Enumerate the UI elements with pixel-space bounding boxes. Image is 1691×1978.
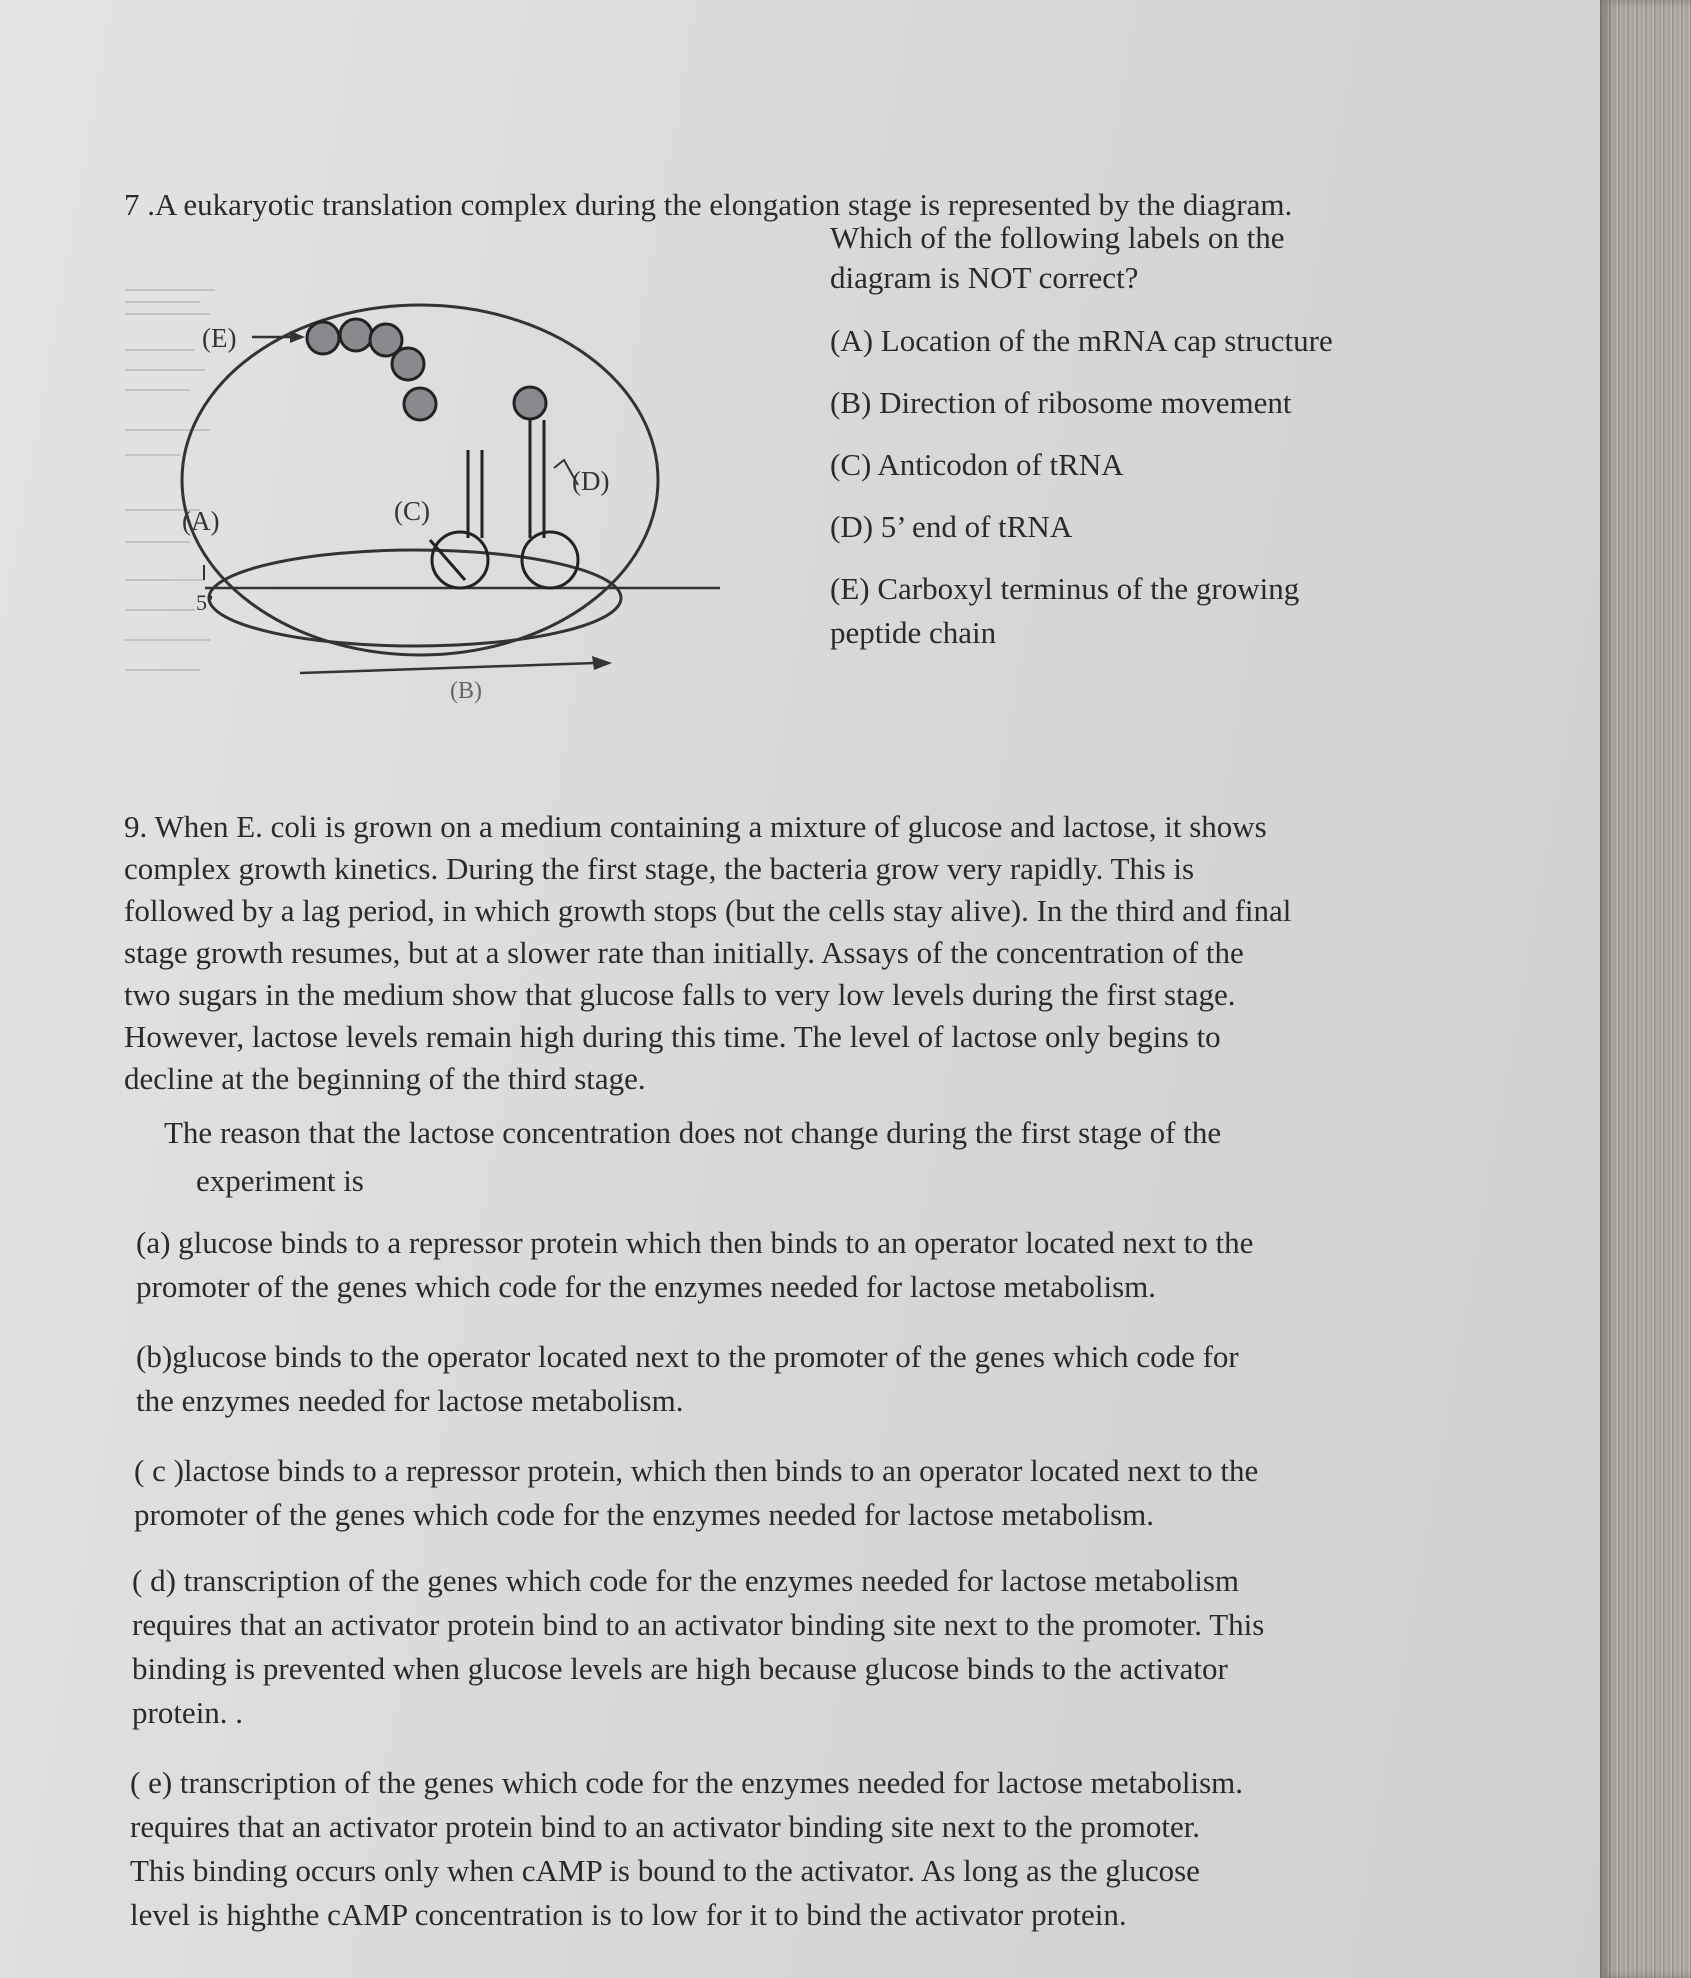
question-7-prompt-line-2: diagram is NOT correct? [830,260,1139,295]
label-e-arrowhead [290,331,305,343]
q7-option-e-line-1: (E) Carboxyl terminus of the growing [830,571,1300,606]
q9-option-c-line: ( c )lactose binds to a repressor protein, which then binds to an operator located next to the [134,1453,1259,1488]
q7-option-d: (D) 5’ end of tRNA [830,509,1073,544]
stacked-pages-edge [1600,0,1691,1978]
q9-stem-line: followed by a lag period, in which growth stops (but the cells stay alive). In the third and final [124,893,1292,928]
q9-stem-line: stage growth resumes, but at a slower rate than initially. Assays of the concentration of the [124,935,1244,970]
q9-option-e-line: requires that an activator protein bind to an activator binding site next to the promoter. [130,1809,1201,1844]
diagram-label-c: (C) [394,496,430,526]
question-7-prompt-line-1: Which of the following labels on the [830,220,1285,255]
q9-option-b-line: (b)glucose binds to the operator located next to the promoter of the genes which code for [136,1339,1239,1374]
q9-option-a-line: (a) glucose binds to a repressor protein which then binds to an operator located next to the [136,1225,1254,1260]
q7-option-c: (C) Anticodon of tRNA [830,447,1124,482]
diagram-label-b: (B) [450,678,482,704]
q9-option-e-line: This binding occurs only when cAMP is bound to the activator. As long as the glucose [130,1853,1200,1888]
direction-arrowhead [592,656,612,670]
q9-option-d-line: binding is prevented when glucose levels are high because glucose binds to the activator [132,1651,1228,1686]
q9-stem-line: two sugars in the medium show that glucose falls to very low levels during the first stage. [124,977,1236,1012]
q9-option-d-line: ( d) transcription of the genes which code for the enzymes needed for lactose metabolism [132,1563,1239,1598]
q9-stem-line: However, lactose levels remain high during this time. The level of lactose only begins to [124,1019,1221,1054]
q9-stem-line: decline at the beginning of the third stage. [124,1061,646,1096]
q9-stem-line: complex growth kinetics. During the first stage, the bacteria grow very rapidly. This is [124,851,1195,886]
q9-option-b-line: the enzymes needed for lactose metabolism. [136,1383,684,1418]
direction-arrow-shaft [300,663,595,673]
q9-option-a-line: promoter of the genes which code for the enzymes needed for lactose metabolism. [136,1269,1157,1304]
diagram-label-d: (D) [572,466,610,496]
diagram-label-five-prime: 5’ [196,590,215,615]
translation-complex-diagram [120,280,740,720]
q9-option-d-line: protein. . [132,1695,244,1730]
q7-option-e-line-2: peptide chain [830,615,997,650]
q9-option-e-line: ( e) transcription of the genes which code for the enzymes needed for lactose metabolism. [130,1765,1244,1800]
q9-stem-line: 9. When E. coli is grown on a medium containing a mixture of glucose and lactose, it shows [124,809,1267,844]
question-7-title: 7 .A eukaryotic translation complex during the elongation stage is represented by the diagram. [124,187,1293,222]
ribosome-small-subunit [209,550,621,646]
peptide-chain [307,319,546,420]
diagram-label-e: (E) [202,323,237,353]
diagram-label-a: (A) [182,506,220,536]
q9-prompt-line-2: experiment is [196,1163,364,1198]
q9-option-e-line: level is highthe cAMP concentration is to low for it to bind the activator protein. [130,1897,1127,1932]
q9-prompt-line-1: The reason that the lactose concentration does not change during the first stage of the [164,1115,1222,1150]
q7-option-a: (A) Location of the mRNA cap structure [830,323,1333,358]
q9-option-c-line: promoter of the genes which code for the enzymes needed for lactose metabolism. [134,1497,1155,1532]
q9-option-d-line: requires that an activator protein bind to an activator binding site next to the promoter. This [132,1607,1265,1642]
trna-p-site [430,450,488,588]
q7-option-b: (B) Direction of ribosome movement [830,385,1292,420]
